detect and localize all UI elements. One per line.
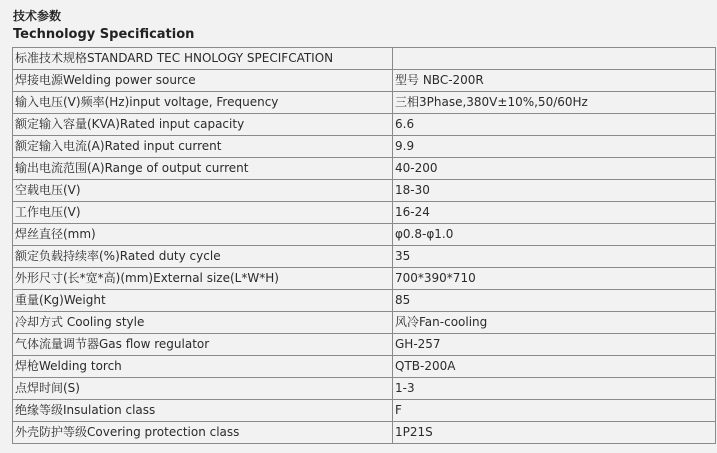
table-row	[13, 246, 716, 268]
spec-value-cell: 6.6	[393, 114, 716, 136]
spec-value-cell: 40-200	[393, 158, 716, 180]
spec-value-cell: 三相3Phase,380V±10%,50/60Hz	[393, 92, 716, 114]
spec-label-cell: 额定输入电流(A)Rated input current	[13, 136, 393, 158]
spec-value-cell: F	[393, 400, 716, 422]
spec-value-cell	[393, 48, 716, 70]
spec-label-cell: 焊丝直径(mm)	[13, 224, 393, 246]
spec-label-cell: 绝缘等级Insulation class	[13, 400, 393, 422]
spec-value-cell: 1P21S	[393, 422, 716, 444]
table-row	[13, 180, 716, 202]
spec-label-cell: 点焊时间(S)	[13, 378, 393, 400]
spec-label-cell: 气体流量调节器Gas flow regulator	[13, 334, 393, 356]
table-row	[13, 224, 716, 246]
spec-value-cell: 18-30	[393, 180, 716, 202]
spec-value-cell: 1-3	[393, 378, 716, 400]
spec-label-cell: 外壳防护等级Covering protection class	[13, 422, 393, 444]
spec-label-cell: 额定输入容量(KVA)Rated input capacity	[13, 114, 393, 136]
table-row	[13, 92, 716, 114]
spec-label-cell: 标准技术规格STANDARD TEC HNOLOGY SPECIFCATION	[13, 48, 393, 70]
spec-value-cell: 16-24	[393, 202, 716, 224]
table-row	[13, 290, 716, 312]
table-row	[13, 202, 716, 224]
table-row	[13, 70, 716, 92]
spec-label-cell: 外形尺寸(长*宽*高)(mm)External size(L*W*H)	[13, 268, 393, 290]
spec-label-cell: 空载电压(V)	[13, 180, 393, 202]
spec-label-cell: 工作电压(V)	[13, 202, 393, 224]
table-row	[13, 136, 716, 158]
table-row	[13, 422, 716, 444]
table-row	[13, 400, 716, 422]
spec-value-cell: 9.9	[393, 136, 716, 158]
table-row	[13, 268, 716, 290]
table-row	[13, 356, 716, 378]
spec-label-cell: 输入电压(V)频率(Hz)input voltage, Frequency	[13, 92, 393, 114]
table-row	[13, 312, 716, 334]
spec-label-cell: 焊接电源Welding power source	[13, 70, 393, 92]
spec-table	[12, 47, 716, 444]
spec-table-body	[13, 48, 716, 444]
table-row	[13, 158, 716, 180]
heading-english: Technology Specification	[13, 27, 195, 42]
spec-value-cell: GH-257	[393, 334, 716, 356]
table-row	[13, 114, 716, 136]
spec-value-cell: 风冷Fan-cooling	[393, 312, 716, 334]
spec-value-cell: 型号 NBC-200R	[393, 70, 716, 92]
spec-value-cell: QTB-200A	[393, 356, 716, 378]
spec-label-cell: 输出电流范围(A)Range of output current	[13, 158, 393, 180]
table-row	[13, 48, 716, 70]
spec-value-cell: 700*390*710	[393, 268, 716, 290]
spec-label-cell: 焊枪Welding torch	[13, 356, 393, 378]
spec-value-cell: φ0.8-φ1.0	[393, 224, 716, 246]
table-row	[13, 334, 716, 356]
spec-value-cell: 85	[393, 290, 716, 312]
spec-label-cell: 重量(Kg)Weight	[13, 290, 393, 312]
spec-label-cell: 冷却方式 Cooling style	[13, 312, 393, 334]
table-row	[13, 378, 716, 400]
heading-chinese: 技术参数	[13, 9, 62, 23]
spec-label-cell: 额定负载持续率(%)Rated duty cycle	[13, 246, 393, 268]
spec-value-cell: 35	[393, 246, 716, 268]
